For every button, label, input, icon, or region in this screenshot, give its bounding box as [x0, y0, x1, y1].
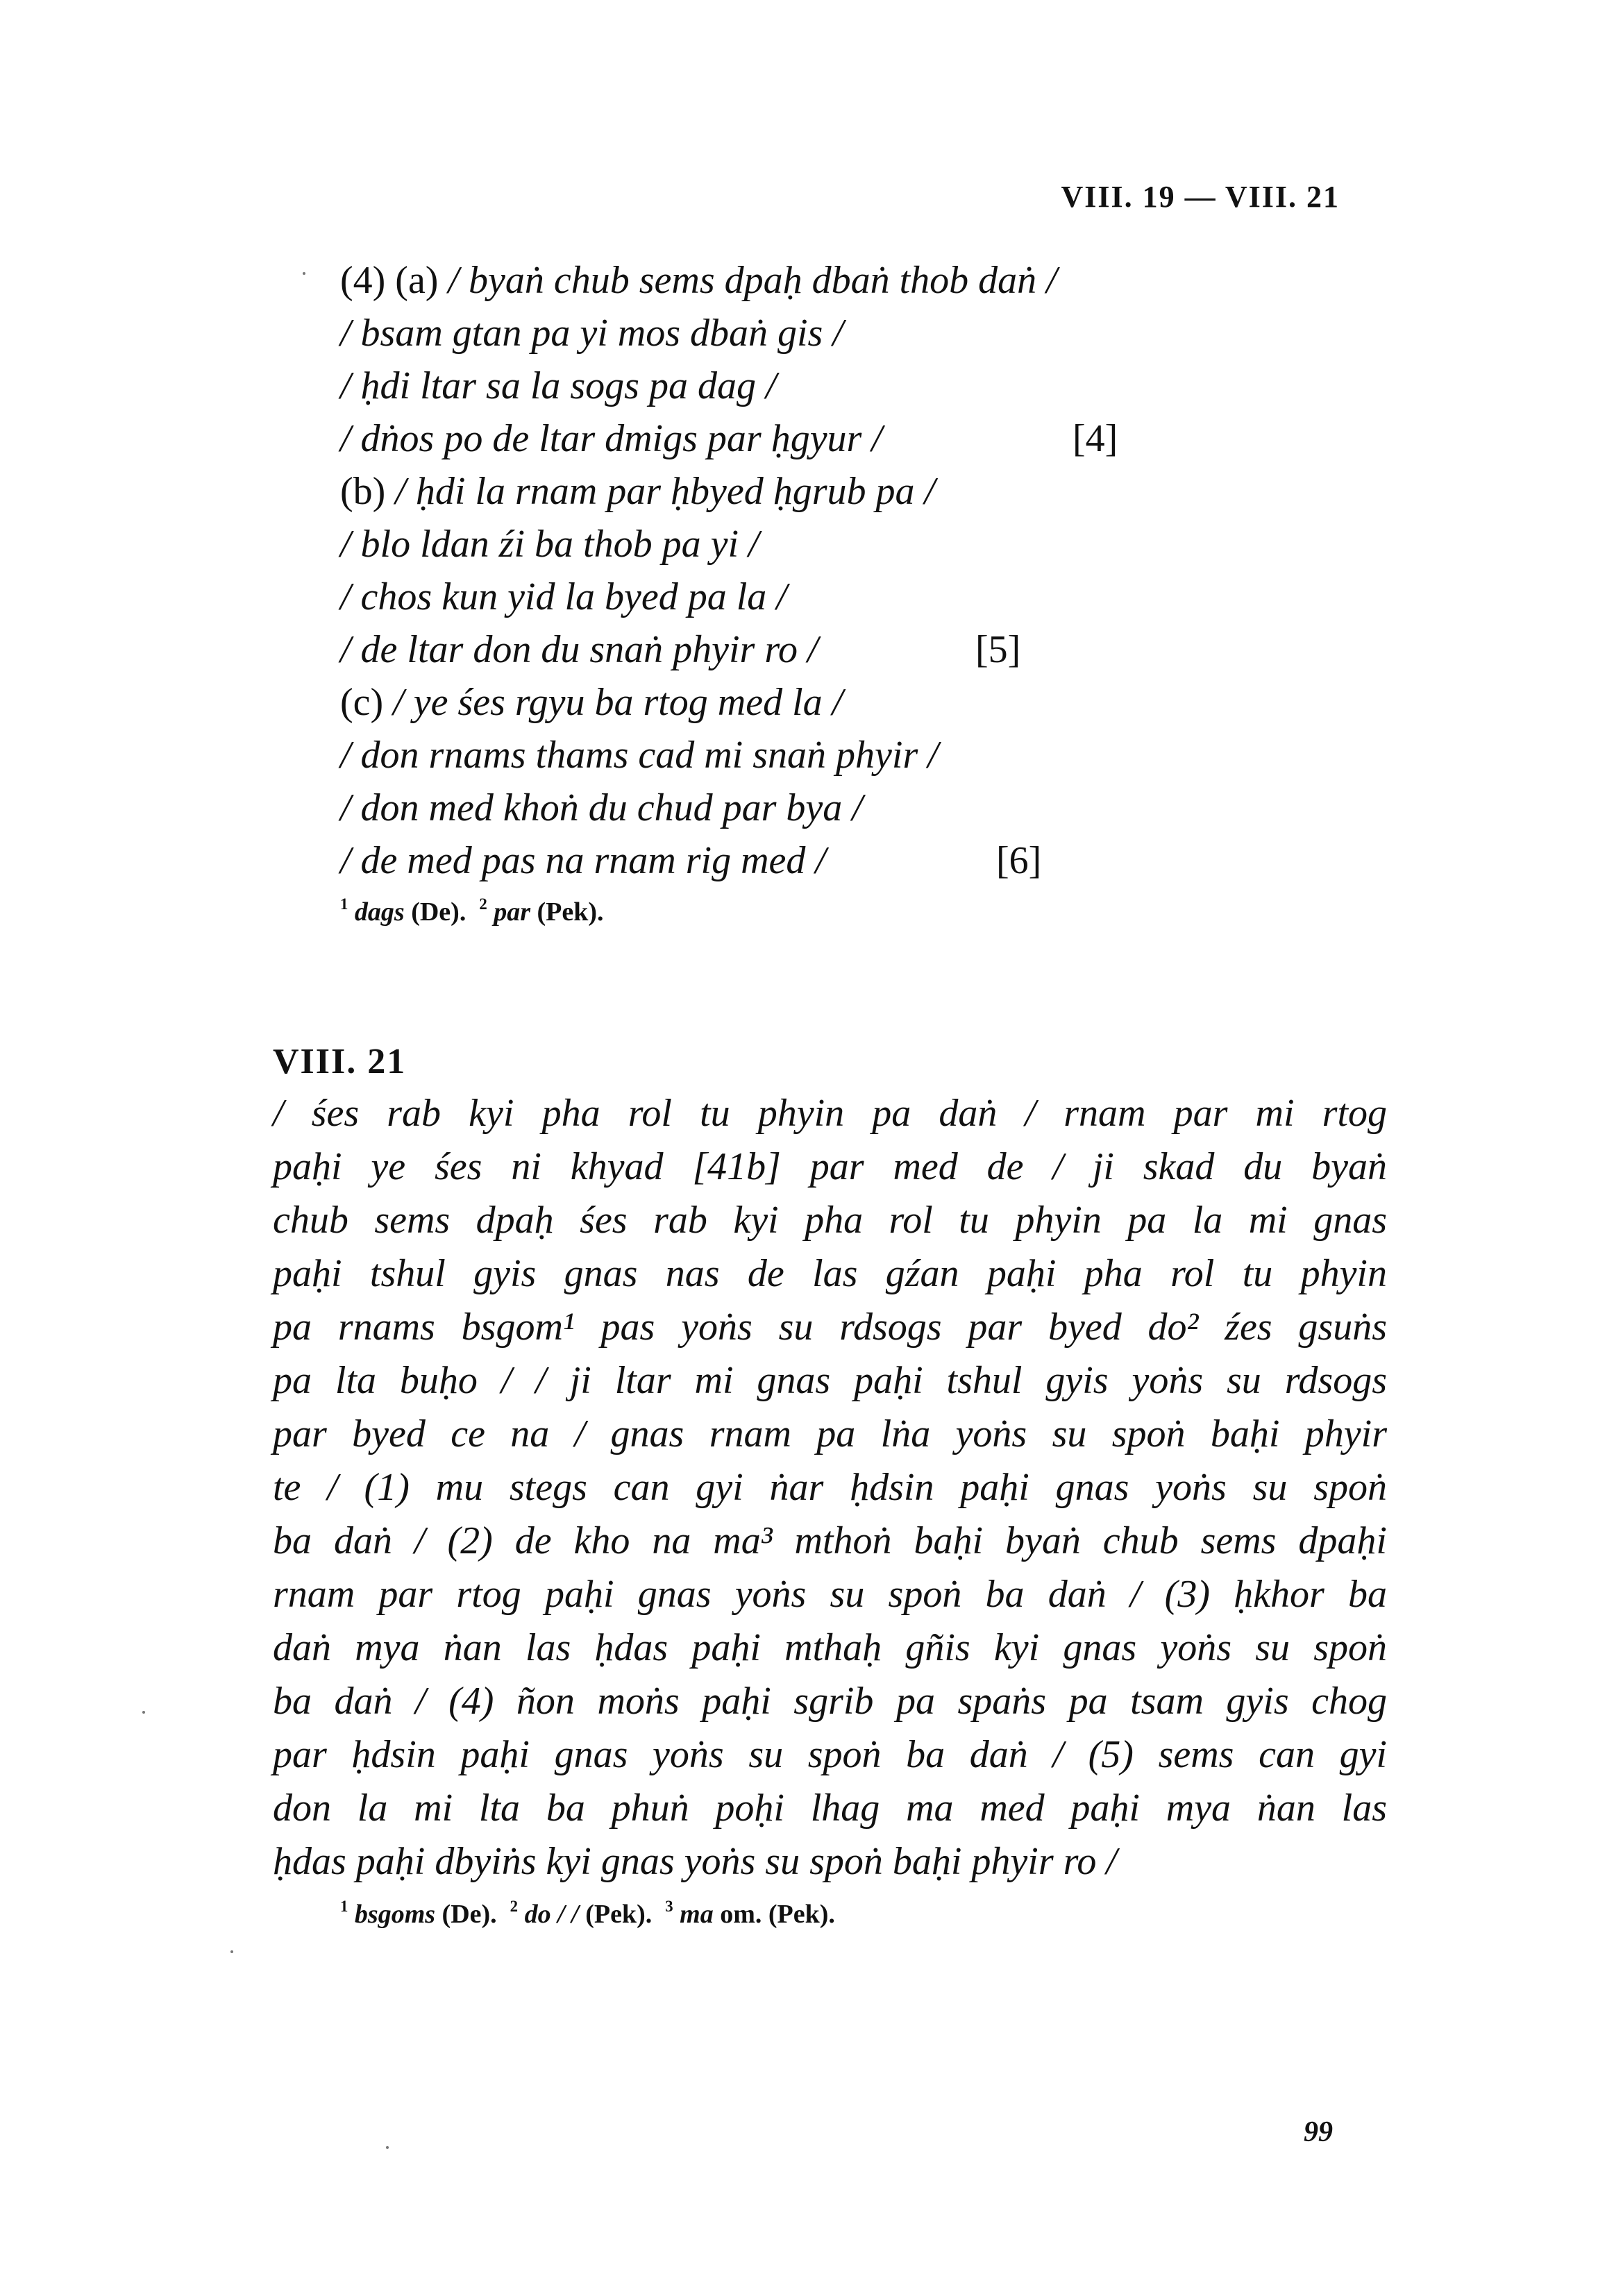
verse-label: (4) (a)	[340, 259, 439, 302]
paragraph-line: daṅ mya ṅan las ḥdas paḥi mthaḥ gñis kyi gnas yoṅs su spoṅ	[273, 1626, 1387, 1669]
verse-number: [6]	[996, 839, 1042, 882]
verse-text: / don med khoṅ du chud par bya /	[340, 786, 863, 829]
verse-line	[340, 627, 818, 672]
verse-label: (b)	[340, 470, 386, 513]
footnotes-verse	[340, 897, 604, 927]
verse-line	[340, 416, 882, 461]
footnotes-paragraph	[340, 1899, 835, 1930]
verse-line	[340, 733, 939, 777]
verse-text: / dṅos po de ltar dmigs par ḥgyur /	[340, 417, 882, 460]
footnote-term: bsgoms	[354, 1900, 436, 1929]
footnote-note: om. (Pek).	[720, 1900, 835, 1929]
scan-speck	[230, 1950, 233, 1953]
verse-text: / ḥdi la rnam par ḥbyed ḥgrub pa /	[395, 470, 936, 513]
verse-line	[340, 680, 843, 725]
verse-line	[340, 786, 863, 830]
footnote-mark: 2	[510, 1898, 519, 1916]
page-number: 99	[1304, 2116, 1333, 2148]
verse-line	[340, 258, 1057, 303]
verse-text: / de ltar don du snaṅ phyir ro /	[340, 628, 818, 671]
footnote-term: par	[494, 897, 531, 927]
footnote-term: dags	[354, 897, 405, 927]
paragraph-line: ba daṅ / (2) de kho na ma³ mthoṅ baḥi byaṅ chub sems dpaḥi	[273, 1519, 1387, 1562]
verse-number: [4]	[1073, 417, 1118, 460]
footnote-mark: 1	[340, 1898, 348, 1916]
footnote-mark: 1	[340, 895, 348, 913]
paragraph-line: rnam par rtog paḥi gnas yoṅs su spoṅ ba daṅ / (3) ḥkhor ba	[273, 1573, 1387, 1616]
verse-text: / don rnams thams cad mi snaṅ phyir /	[340, 734, 939, 777]
footnote-term: do / /	[524, 1900, 579, 1929]
verse-text: / ḥdi ltar sa la sogs pa dag /	[340, 364, 777, 407]
verse-line	[340, 575, 787, 619]
verse-text: / de med pas na rnam rig med /	[340, 839, 826, 882]
running-head: VIII. 19 — VIII. 21	[1061, 180, 1340, 214]
verse-line	[340, 838, 826, 883]
verse-line	[340, 364, 777, 408]
paragraph-line: / śes rab kyi pha rol tu phyin pa daṅ / rnam par mi rtog	[273, 1092, 1387, 1135]
verse-text: / chos kun yid la byed pa la /	[340, 575, 787, 618]
paragraph-line: par ḥdsin paḥi gnas yoṅs su spoṅ ba daṅ / (5) sems can gyi	[273, 1733, 1387, 1776]
verse-text: / blo ldan źi ba thob pa yi /	[340, 523, 759, 566]
verse-line	[340, 311, 843, 355]
paragraph-line: par byed ce na / gnas rnam pa lṅa yoṅs su spoṅ baḥi phyir	[273, 1412, 1387, 1455]
scan-speck	[142, 1711, 145, 1714]
paragraph-line: ba daṅ / (4) ñon moṅs paḥi sgrib pa spaṅs pa tsam gyis chog	[273, 1680, 1387, 1723]
paragraph-line: pa rnams bsgom¹ pas yoṅs su rdsogs par byed do² źes gsuṅs	[273, 1306, 1387, 1349]
footnote-term: ma	[680, 1900, 714, 1929]
paragraph-line: chub sems dpaḥ śes rab kyi pha rol tu phyin pa la mi gnas	[273, 1199, 1387, 1242]
footnote-note: (De).	[442, 1900, 497, 1929]
verse-text: / bsam gtan pa yi mos dbaṅ gis /	[340, 312, 843, 355]
paragraph-line: paḥi tshul gyis gnas nas de las gźan paḥi pha rol tu phyin	[273, 1252, 1387, 1295]
verse-text: / ye śes rgyu ba rtog med la /	[393, 681, 843, 724]
verse-line	[340, 522, 759, 566]
footnote-note: (De).	[411, 897, 466, 927]
paragraph-line: ḥdas paḥi dbyiṅs kyi gnas yoṅs su spoṅ baḥi phyir ro /	[273, 1840, 1117, 1883]
footnote-mark: 2	[479, 895, 487, 913]
scan-speck	[303, 272, 305, 275]
paragraph-line: paḥi ye śes ni khyad [41b] par med de / ji skad du byaṅ	[273, 1145, 1387, 1188]
paragraph-line: te / (1) mu stegs can gyi ṅar ḥdsin paḥi gnas yoṅs su spoṅ	[273, 1466, 1387, 1509]
footnote-note: (Pek).	[585, 1900, 653, 1929]
footnote-note: (Pek).	[537, 897, 604, 927]
verse-text: / byaṅ chub sems dpaḥ dbaṅ thob daṅ /	[448, 259, 1057, 302]
verse-number: [5]	[975, 628, 1021, 671]
verse-label: (c)	[340, 681, 384, 724]
paragraph-line: pa lta buḥo / / ji ltar mi gnas paḥi tshul gyis yoṅs su rdsogs	[273, 1359, 1387, 1402]
section-title: VIII. 21	[273, 1042, 407, 1081]
scan-speck	[386, 2146, 389, 2149]
footnote-mark: 3	[665, 1898, 673, 1916]
verse-line	[340, 469, 935, 514]
paragraph-line: don la mi lta ba phuṅ poḥi lhag ma med paḥi mya ṅan las	[273, 1787, 1387, 1830]
